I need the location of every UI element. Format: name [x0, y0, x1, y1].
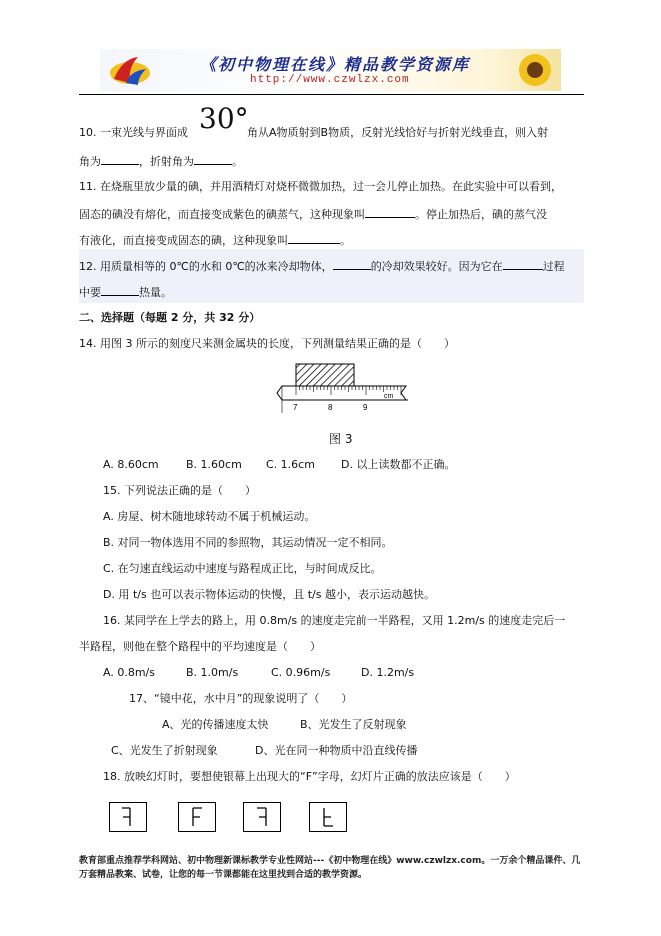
- q17-option-b[interactable]: B、光发生了反射现象: [300, 718, 407, 731]
- ruler-label-8: 8: [328, 403, 333, 412]
- ruler-label-9: 9: [363, 403, 368, 412]
- banner-url[interactable]: http://www.czwlzx.com: [250, 74, 410, 86]
- q12-blank-3[interactable]: [101, 283, 139, 296]
- reversed-f-glyph: [244, 803, 280, 831]
- q10-angle: 30°: [199, 102, 249, 135]
- q10-blank-refraction[interactable]: [194, 152, 232, 165]
- q15-option-d[interactable]: D. 用 t/s 也可以表示物体运动的快慢，且 t/s 越小，表示运动越快。: [103, 588, 435, 601]
- q14-stem: 14. 用图 3 所示的刻度尺来测金属块的长度，下列测量结果正确的是（ ）: [79, 337, 455, 350]
- figure-caption: 图 3: [329, 432, 353, 446]
- q11-line3: 有液化，而直接变成固态的碘，这种现象叫 。: [79, 231, 351, 249]
- q11-line2: 固态的碘没有熔化，而直接变成紫色的碘蒸气，这种现象叫 。停止加热后，碘的蒸气没: [79, 205, 547, 223]
- q14-option-c[interactable]: C. 1.6cm: [266, 458, 315, 471]
- q14-option-a[interactable]: A. 8.60cm: [103, 458, 159, 471]
- q17-option-d[interactable]: D、光在同一种物质中沿直线传播: [255, 744, 418, 757]
- q12-line2: 中要 热量。: [79, 283, 172, 301]
- q12-line1: 12. 用质量相等的 0℃的水和 0℃的冰来冷却物体， 的冷却效果较好。因为它在 过程: [79, 257, 565, 275]
- q14-option-d[interactable]: D. 以上读数都不正确。: [341, 458, 456, 471]
- q18-option-d-slide[interactable]: [309, 802, 347, 832]
- header-divider: [79, 94, 584, 95]
- q11-blank-1[interactable]: [365, 205, 415, 218]
- page-footer: 教育部重点推荐学科网站、初中物理新课标教学专业性网站---《初中物理在线》www.czwlzx.com。一万余个精品课件、几万套精品教案、试卷，让您的每一节课都能在这里找到合适的教学资源。: [79, 856, 581, 880]
- mirrored-f-glyph: [110, 803, 146, 831]
- q12-blank-2[interactable]: [503, 257, 543, 270]
- q18-option-b-slide[interactable]: [178, 802, 216, 832]
- q16-line2: 半路程，则他在整个路程中的平均速度是（ ）: [79, 640, 321, 653]
- q18-stem: 18. 放映幻灯时，要想使银幕上出现大的“F”字母，幻灯片正确的放法应该是（ ）: [103, 770, 516, 783]
- q15-option-b[interactable]: B. 对同一物体选用不同的参照物，其运动情况一定不相同。: [103, 536, 393, 549]
- header-banner: [100, 49, 561, 91]
- q16-option-a[interactable]: A. 0.8m/s: [103, 666, 155, 679]
- q15-option-c[interactable]: C. 在匀速直线运动中速度与路程成正比，与时间成反比。: [103, 562, 382, 575]
- inverted-f-glyph: [310, 803, 346, 831]
- q16-option-c[interactable]: C. 0.96m/s: [271, 666, 331, 679]
- ruler-label-7: 7: [293, 403, 298, 412]
- q11-line1: 11. 在烧瓶里放少量的碘，并用酒精灯对烧杯微微加热，过一会儿停止加热。在此实验中可以看到，: [79, 180, 562, 193]
- q12-blank-1[interactable]: [333, 257, 371, 270]
- q17-stem: 17、“镜中花，水中月”的现象说明了（ ）: [129, 692, 353, 705]
- q11-blank-2[interactable]: [288, 231, 340, 244]
- upright-f-glyph: [179, 803, 215, 831]
- q14-option-b[interactable]: B. 1.60cm: [186, 458, 242, 471]
- q10-blank-incidence[interactable]: [101, 152, 139, 165]
- section-title: 二、选择题（每题 2 分，共 32 分）: [79, 311, 261, 324]
- metal-block: [296, 364, 354, 386]
- banner-title: 《初中物理在线》精品教学资源库: [200, 55, 471, 74]
- q16-option-b[interactable]: B. 1.0m/s: [186, 666, 239, 679]
- ruler-unit-label: cm: [384, 393, 394, 400]
- ruler-figure: [268, 360, 414, 420]
- site-logo-icon: [108, 53, 152, 87]
- q18-option-c-slide[interactable]: [243, 802, 281, 832]
- q18-option-a-slide[interactable]: [109, 802, 147, 832]
- sunflower-icon: [515, 51, 555, 89]
- q17-option-c[interactable]: C、光发生了折射现象: [111, 744, 218, 757]
- q10-line1: 10. 一束光线与界面成: [79, 126, 188, 139]
- q16-line1: 16. 某同学在上学去的路上，用 0.8m/s 的速度走完前一半路程，又用 1.2m/s 的速度走完后一: [103, 614, 566, 627]
- q10-line2: 角为 ，折射角为 。: [79, 152, 243, 170]
- q15-option-a[interactable]: A. 房屋、树木随地球转动不属于机械运动。: [103, 510, 316, 523]
- q10-line1-rest: 角从A物质射到B物质，反射光线恰好与折射光线垂直，则入射: [247, 126, 549, 139]
- q17-option-a[interactable]: A、光的传播速度太快: [162, 718, 269, 731]
- q15-stem: 15. 下列说法正确的是（ ）: [103, 484, 256, 497]
- q16-option-d[interactable]: D. 1.2m/s: [361, 666, 415, 679]
